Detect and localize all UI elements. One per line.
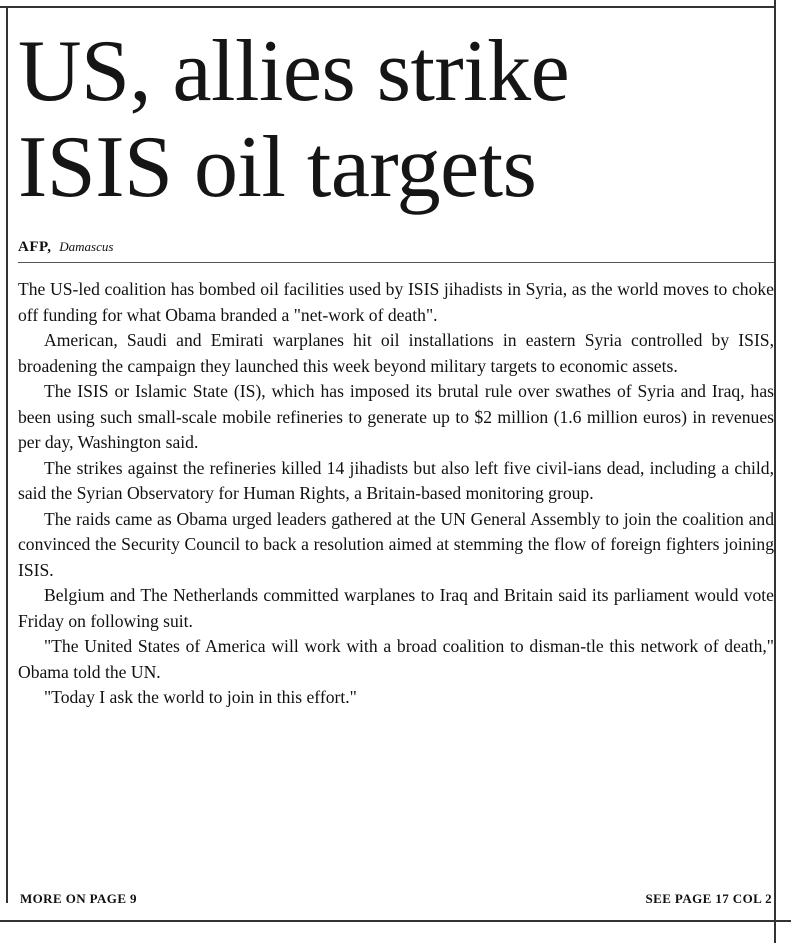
article-body	[18, 277, 774, 711]
see-page-note: SEE PAGE 17 COL 2	[645, 891, 772, 906]
byline-agency: AFP,	[18, 239, 52, 255]
paragraph: "The United States of America will work with a broad coalition to disman-tle this network of death," Obama told the UN.	[18, 636, 774, 682]
headline-line-2: ISIS oil targets	[18, 119, 537, 216]
right-border-rule	[774, 0, 776, 943]
headline-line-1: US, allies strike	[18, 23, 570, 120]
left-border-rule	[6, 6, 8, 903]
headline	[18, 24, 774, 216]
paragraph: Belgium and The Netherlands committed warplanes to Iraq and Britain said its parliament would vote Friday on following suit.	[18, 585, 774, 631]
top-border-rule	[0, 6, 775, 8]
continued-on-page-note: MORE ON PAGE 9	[20, 891, 137, 906]
bottom-border-rule	[0, 920, 791, 922]
byline	[18, 238, 774, 263]
paragraph: The strikes against the refineries killed 14 jihadists but also left five civil-ians dead, including a child, said the Syrian Observatory for Human Rights, a Britain-based monitoring group.	[18, 457, 774, 503]
paragraph: American, Saudi and Emirati warplanes hit oil installations in eastern Syria controlled by ISIS, broadening the campaign they launched this week beyond military targets to economic assets.	[18, 330, 774, 376]
paragraph: The US-led coalition has bombed oil facilities used by ISIS jihadists in Syria, as the world moves to choke off funding for what Obama branded a "net-work of death".	[18, 279, 774, 325]
news-article	[18, 24, 774, 711]
byline-place: Damascus	[59, 239, 114, 254]
paragraph: "Today I ask the world to join in this effort."	[44, 687, 357, 707]
paragraph: The raids came as Obama urged leaders gathered at the UN General Assembly to join the coalition and convinced the Security Council to back a resolution aimed at stemming the flow of foreign fighters joining ISIS.	[18, 508, 774, 580]
paragraph: The ISIS or Islamic State (IS), which has imposed its brutal rule over swathes of Syria and Iraq, has been using such small-scale mobile refineries to generate up to $2 million (1.6 million euros) in revenues per day, Washington said.	[18, 381, 774, 452]
